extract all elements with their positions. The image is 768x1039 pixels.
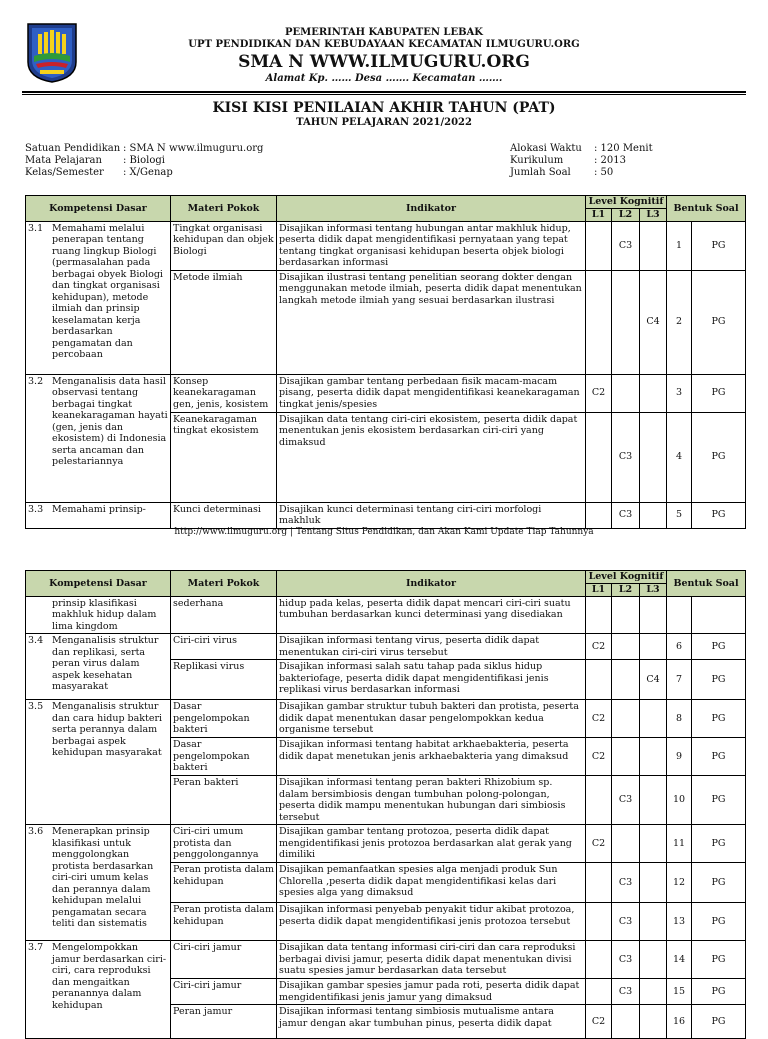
question-number-cell: 16 — [667, 1005, 692, 1039]
indikator-cell: Disajikan data tentang ciri-ciri ekosistem, peserta didik dapat menentukan jenis ekosistem berdasarkan ciri-ciri yang dimaksud — [277, 412, 586, 502]
kisi-kisi-table-page-1 — [25, 195, 746, 529]
info-label: Kurikulum — [510, 155, 564, 166]
level-l2-cell: C3 — [612, 863, 640, 903]
question-number-cell: 9 — [667, 738, 692, 776]
indikator-cell: Disajikan ilustrasi tentang penelitian seorang dokter dengan menggunakan metode ilmiah, peserta didik dapat menentukan langkah metode ilmiah yang sesuai berdasarkan ilustrasi — [277, 270, 586, 374]
level-l3-cell — [640, 941, 667, 979]
kd-number: 3.5 — [28, 701, 44, 712]
indikator-cell: Disajikan pemanfaatkan spesies alga menjadi produk Sun Chlorella ,peserta didik dapat mengidentifikasi kelas dari spesies alga yang dimaksud — [277, 863, 586, 903]
level-l2-cell — [612, 738, 640, 776]
level-l1-cell — [586, 660, 612, 700]
info-value: : 2013 — [594, 155, 626, 166]
materi-pokok-cell: Peran bakteri — [171, 776, 277, 825]
kd-number: 3.3 — [28, 503, 44, 515]
level-l2-cell — [612, 270, 640, 374]
header-bentuk-soal: Bentuk Soal — [667, 571, 746, 597]
kd-text: Memahami prinsip- — [52, 503, 146, 515]
level-l1-cell — [586, 979, 612, 1005]
question-type-cell: PG — [692, 270, 746, 374]
indikator-cell: Disajikan informasi tentang virus, peserta didik dapat menentukan ciri-ciri virus tersebut — [277, 634, 586, 660]
question-number-cell: 10 — [667, 776, 692, 825]
level-l1-cell — [586, 412, 612, 502]
header-l1: L1 — [586, 209, 612, 222]
school-name: SMA N WWW.ILMUGURU.ORG — [238, 52, 530, 72]
level-l3-cell — [640, 221, 667, 270]
header-l2: L2 — [612, 209, 640, 222]
materi-pokok-cell: Metode ilmiah — [171, 270, 277, 374]
materi-pokok-cell: sederhana — [171, 596, 277, 634]
level-l2-cell: C3 — [612, 941, 640, 979]
level-l3-cell — [640, 596, 667, 634]
table-row — [26, 700, 746, 738]
info-value: : 120 Menit — [594, 143, 653, 154]
question-type-cell: PG — [692, 700, 746, 738]
question-number-cell: 5 — [667, 502, 692, 528]
question-type-cell — [692, 596, 746, 634]
level-l2-cell — [612, 700, 640, 738]
header-indikator: Indikator — [277, 571, 586, 597]
level-l2-cell: C3 — [612, 502, 640, 528]
level-l2-cell — [612, 596, 640, 634]
info-left — [25, 143, 263, 179]
kd-text: Menganalisis struktur dan cara hidup bakteri serta perannya dalam berbagai aspek kehidupan masyarakat — [52, 701, 163, 758]
level-l1-cell — [586, 863, 612, 903]
materi-pokok-cell: Ciri-ciri jamur — [171, 941, 277, 979]
question-type-cell: PG — [692, 738, 746, 776]
government-line: PEMERINTAH KABUPATEN LEBAK — [284, 27, 483, 38]
info-value: : 50 — [594, 167, 614, 178]
level-l1-cell — [586, 596, 612, 634]
materi-pokok-cell: Peran jamur — [171, 1005, 277, 1039]
level-l2-cell — [612, 1005, 640, 1039]
materi-pokok-cell: Ciri-ciri virus — [171, 634, 277, 660]
question-number-cell: 12 — [667, 863, 692, 903]
level-l1-cell: C2 — [586, 738, 612, 776]
question-type-cell: PG — [692, 502, 746, 528]
kompetensi-dasar-cell — [26, 221, 171, 374]
info-value: : SMA N www.ilmuguru.org — [123, 143, 264, 154]
info-label: Jumlah Soal — [510, 167, 571, 178]
header-materi-pokok: Materi Pokok — [171, 571, 277, 597]
school-address: Alamat Kp. …… Desa ……. Kecamatan ……. — [265, 73, 503, 84]
question-number-cell: 6 — [667, 634, 692, 660]
kd-number — [28, 598, 50, 633]
kompetensi-dasar-cell — [26, 634, 171, 700]
info-label: Kelas/Semester — [25, 167, 104, 178]
level-l3-cell: C4 — [640, 660, 667, 700]
level-l3-cell — [640, 1005, 667, 1039]
indikator-cell: Disajikan informasi penyebab penyakit tidur akibat protozoa, peserta didik dapat mengidentifikasi jenis protozoa tersebut — [277, 903, 586, 941]
question-number-cell: 13 — [667, 903, 692, 941]
level-l3-cell — [640, 502, 667, 528]
question-type-cell: PG — [692, 412, 746, 502]
question-type-cell: PG — [692, 941, 746, 979]
level-l1-cell — [586, 903, 612, 941]
question-number-cell: 3 — [667, 374, 692, 412]
info-label: Mata Pelajaran — [25, 155, 102, 166]
level-l1-cell — [586, 221, 612, 270]
document-subtitle: TAHUN PELAJARAN 2021/2022 — [296, 117, 472, 128]
question-type-cell: PG — [692, 979, 746, 1005]
question-type-cell: PG — [692, 1005, 746, 1039]
level-l2-cell — [612, 374, 640, 412]
materi-pokok-cell: Replikasi virus — [171, 660, 277, 700]
level-l3-cell — [640, 825, 667, 863]
table-row — [26, 596, 746, 634]
header-rule-thin — [22, 94, 746, 95]
question-number-cell: 15 — [667, 979, 692, 1005]
header-l2: L2 — [612, 584, 640, 597]
kompetensi-dasar-cell — [26, 700, 171, 825]
level-l2-cell — [612, 634, 640, 660]
kd-number: 3.7 — [28, 942, 44, 953]
indikator-cell: Disajikan kunci determinasi tentang ciri-ciri morfologi makhluk — [277, 502, 586, 528]
level-l1-cell — [586, 270, 612, 374]
level-l1-cell — [586, 502, 612, 528]
level-l1-cell — [586, 776, 612, 825]
level-l2-cell — [612, 660, 640, 700]
info-label: Alokasi Waktu — [510, 143, 582, 154]
materi-pokok-cell: Konsep keanekaragaman gen, jenis, kosistem — [171, 374, 277, 412]
level-l1-cell: C2 — [586, 1005, 612, 1039]
kompetensi-dasar-cell — [26, 374, 171, 502]
table-row — [26, 634, 746, 660]
kd-text: Memahami melalui penerapan tentang ruang lingkup Biologi (permasalahan pada berbagai obyek Biologi dan tingkat organisasi kehidupan), metode ilmiah dan prinsip keselamatan kerja berdasarkan pengamatan dan percobaan — [52, 222, 163, 360]
office-line: UPT PENDIDIKAN DAN KEBUDAYAAN KECAMATAN ILMUGURU.ORG — [188, 39, 580, 50]
level-l3-cell — [640, 979, 667, 1005]
table-row — [26, 825, 746, 863]
indikator-cell: Disajikan gambar struktur tubuh bakteri dan protista, peserta didik dapat menentukan dasar pengelompokkan kedua organisme tersebut — [277, 700, 586, 738]
kisi-kisi-table-page-2 — [25, 570, 746, 1039]
indikator-cell: Disajikan informasi tentang habitat arkhaebakteria, peserta didik dapat menetukan jenis arkhaebakteria yang dimaksud — [277, 738, 586, 776]
info-value: : X/Genap — [123, 167, 173, 178]
kd-text: prinsip klasifikasi makhluk hidup dalam lima kingdom — [52, 597, 157, 632]
header-level-kognitif: Level Kognitif — [586, 571, 667, 584]
kompetensi-dasar-cell — [26, 596, 171, 634]
materi-pokok-cell: Dasar pengelompokan bakteri — [171, 738, 277, 776]
table-row — [26, 221, 746, 270]
question-type-cell: PG — [692, 903, 746, 941]
question-type-cell: PG — [692, 634, 746, 660]
level-l2-cell: C3 — [612, 776, 640, 825]
level-l2-cell: C3 — [612, 412, 640, 502]
indikator-cell: Disajikan gambar spesies jamur pada roti, peserta didik dapat mengidentifikasi jenis jamur yang dimaksud — [277, 979, 586, 1005]
kd-number: 3.6 — [28, 826, 44, 837]
level-l3-cell — [640, 738, 667, 776]
level-l3-cell — [640, 374, 667, 412]
header-l3: L3 — [640, 209, 667, 222]
kd-number: 3.2 — [28, 375, 44, 387]
table-row — [26, 374, 746, 412]
kd-number: 3.1 — [28, 222, 44, 234]
level-l2-cell: C3 — [612, 979, 640, 1005]
question-number-cell — [667, 596, 692, 634]
question-type-cell: PG — [692, 221, 746, 270]
kd-number: 3.4 — [28, 635, 44, 646]
kd-text: Menganalisis data hasil observasi tentang berbagai tingkat keanekaragaman hayati (gen, jenis dan ekosistem) di Indonesia serta ancaman dan pelestariannya — [52, 375, 168, 467]
level-l1-cell: C2 — [586, 825, 612, 863]
question-number-cell: 2 — [667, 270, 692, 374]
question-type-cell: PG — [692, 825, 746, 863]
level-l1-cell: C2 — [586, 700, 612, 738]
header-bentuk-soal: Bentuk Soal — [667, 196, 746, 222]
header-l1: L1 — [586, 584, 612, 597]
info-value: : Biologi — [123, 155, 165, 166]
header-l3: L3 — [640, 584, 667, 597]
question-number-cell: 1 — [667, 221, 692, 270]
header-kompetensi-dasar: Kompetensi Dasar — [26, 571, 171, 597]
info-right — [510, 143, 653, 179]
document-title: KISI KISI PENILAIAN AKHIR TAHUN (PAT) — [212, 100, 556, 116]
level-l3-cell — [640, 634, 667, 660]
indikator-cell: Disajikan gambar tentang perbedaan fisik macam-macam pisang, peserta didik dapat mengidentifikasi keanekaragaman tingkat jenis/spesies — [277, 374, 586, 412]
indikator-cell: Disajikan informasi tentang hubungan antar makhluk hidup, peserta didik dapat mengidentifikasi pernyataan yang tepat tentang tingkat organisasi kehidupan beserta objek biologi berdasarkan informasi — [277, 221, 586, 270]
indikator-cell: Disajikan informasi tentang simbiosis mutualisme antara jamur dengan akar tumbuhan pinus, peserta didik dapat — [277, 1005, 586, 1039]
level-l3-cell — [640, 863, 667, 903]
kompetensi-dasar-cell — [26, 825, 171, 941]
info-label: Satuan Pendidikan — [25, 143, 121, 154]
level-l3-cell: C4 — [640, 270, 667, 374]
question-number-cell: 7 — [667, 660, 692, 700]
level-l1-cell — [586, 941, 612, 979]
question-type-cell: PG — [692, 660, 746, 700]
question-number-cell: 14 — [667, 941, 692, 979]
indikator-cell: Disajikan data tentang informasi ciri-ciri dan cara reproduksi berbagai divisi jamur, peserta didik dapat menentukan divisi suatu spesies jamur berdasarkan data tersebut — [277, 941, 586, 979]
materi-pokok-cell: Peran protista dalam kehidupan — [171, 903, 277, 941]
materi-pokok-cell: Dasar pengelompokan bakteri — [171, 700, 277, 738]
level-l3-cell — [640, 903, 667, 941]
indikator-cell: hidup pada kelas, peserta didik dapat mencari ciri-ciri suatu tumbuhan berdasarkan kunci determinasi yang disediakan — [277, 596, 586, 634]
materi-pokok-cell: Tingkat organisasi kehidupan dan objek Biologi — [171, 221, 277, 270]
level-l3-cell — [640, 412, 667, 502]
level-l3-cell — [640, 700, 667, 738]
table-row — [26, 941, 746, 979]
table-row — [26, 502, 746, 528]
header-rule-thick — [22, 91, 746, 93]
kd-text: Menerapkan prinsip klasifikasi untuk menggolongkan protista berdasarkan ciri-ciri umum kelas dan perannya dalam kehidupan melalui pengamatan secara teliti dan sistematis — [52, 826, 154, 929]
question-number-cell: 4 — [667, 412, 692, 502]
page-footer: http://www.ilmuguru.org | Tentang Situs Pendidikan, dan Akan Kami Update Tiap Tahunnya — [174, 527, 594, 537]
materi-pokok-cell: Peran protista dalam kehidupan — [171, 863, 277, 903]
indikator-cell: Disajikan informasi tentang peran bakteri Rhizobium sp. dalam bersimbiosis dengan tumbuhan polong-polongan, peserta didik mampu menentukan hubungan dari simbiosis tersebut — [277, 776, 586, 825]
kd-text: Menganalisis struktur dan replikasi, serta peran virus dalam aspek kesehatan masyarakat — [52, 635, 159, 692]
kompetensi-dasar-cell — [26, 502, 171, 528]
header-materi-pokok: Materi Pokok — [171, 196, 277, 222]
level-l2-cell — [612, 825, 640, 863]
document-header — [0, 0, 768, 100]
question-type-cell: PG — [692, 863, 746, 903]
level-l2-cell: C3 — [612, 221, 640, 270]
level-l1-cell: C2 — [586, 634, 612, 660]
materi-pokok-cell: Ciri-ciri jamur — [171, 979, 277, 1005]
indikator-cell: Disajikan informasi salah satu tahap pada siklus hidup bakteriofage, peserta didik dapat mengidentifikasi jenis replikasi virus berdasarkan informasi — [277, 660, 586, 700]
materi-pokok-cell: Keanekaragaman tingkat ekosistem — [171, 412, 277, 502]
level-l2-cell: C3 — [612, 903, 640, 941]
question-type-cell: PG — [692, 776, 746, 825]
kd-text: Mengelompokkan jamur berdasarkan ciri-ciri, cara reproduksi dan mengaitkan peranannya dalam kehidupan — [52, 942, 167, 1011]
header-kompetensi-dasar: Kompetensi Dasar — [26, 196, 171, 222]
materi-pokok-cell: Kunci determinasi — [171, 502, 277, 528]
level-l3-cell — [640, 776, 667, 825]
header-level-kognitif: Level Kognitif — [586, 196, 667, 209]
materi-pokok-cell: Ciri-ciri umum protista dan penggolongannya — [171, 825, 277, 863]
question-number-cell: 8 — [667, 700, 692, 738]
header-indikator: Indikator — [277, 196, 586, 222]
question-type-cell: PG — [692, 374, 746, 412]
indikator-cell: Disajikan gambar tentang protozoa, peserta didik dapat mengidentifikasi jenis protozoa berdasarkan alat gerak yang dimiliki — [277, 825, 586, 863]
question-number-cell: 11 — [667, 825, 692, 863]
level-l1-cell: C2 — [586, 374, 612, 412]
